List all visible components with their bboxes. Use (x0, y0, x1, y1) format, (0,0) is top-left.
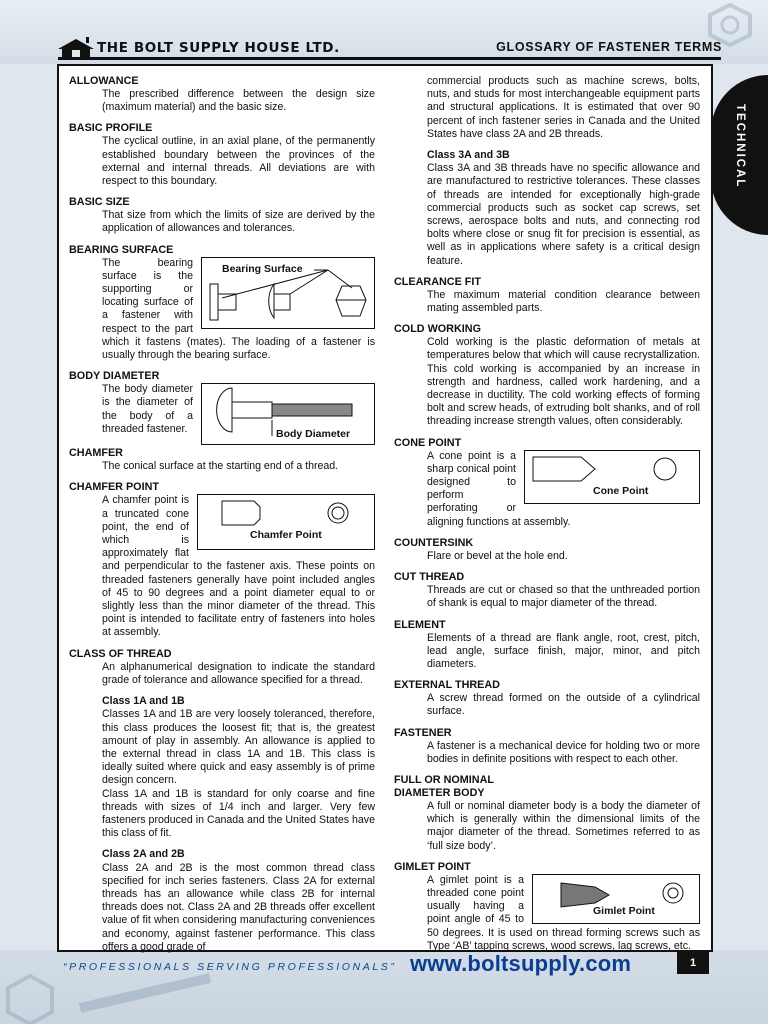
def-bearing-surface: The bearing surface is the supporting or locating surface of a fastener with respect to the part which it fastens (mates). The loading of a fastener is usually through the bearing surface. (102, 256, 375, 362)
header-rule (58, 57, 721, 60)
def-basic-size: That size from which the limits of size are derived by the application of allowances and tolerances. (102, 209, 375, 235)
decorative-nut-icon (0, 968, 220, 1024)
term-element: ELEMENT (394, 618, 446, 631)
def-chamfer: The conical surface at the starting end of a thread. (102, 460, 339, 473)
def-class-2-continued: commercial products such as machine screws, bolts, nuts, and studs for most interchangeable equipment parts and structural applications. It is estimated that over 90 percent of inch fastener series in Canada and the United States have class 2A and 2B threads. (427, 75, 700, 140)
def-class-1-p1: Classes 1A and 1B are very loosely toleranced, therefore, this class produces the loosest fit; that is, the greatest amount of play in assembly. An allowance is applied to the external thread in class 1A and 1B. This class is ideally suited where quick and easy assembly is of prime design concern. (102, 708, 375, 787)
page-number: 1 (677, 952, 709, 974)
def-body-diameter: The body diameter is the diameter of the body of a threaded fastener. (102, 383, 193, 435)
footer-tagline: “PROFESSIONALS SERVING PROFESSIONALS” (63, 961, 397, 973)
right-column (394, 75, 700, 961)
body-diameter-figure (201, 383, 375, 445)
gimlet-point-label: Gimlet Point (593, 904, 655, 917)
subterm-class-3: Class 3A and 3B (427, 149, 510, 162)
house-logo-icon (58, 37, 94, 57)
def-bearing-surface-wrap (102, 257, 375, 363)
term-basic-size: BASIC SIZE (69, 196, 130, 209)
def-cold-working: Cold working is the plastic deformation of metals at temperatures below that which will cause recrystallization. This cold working is accompanied by an increase in strength and hardness, called work hardening, and a decrease in ductility. The cold working effects of forming bolt and screw heads, of extruding bolt shanks, and of roll threading increase strength values, often considerably. (427, 336, 700, 428)
def-class-3: Class 3A and 3B threads have no specific allowance and are manufactured to restrictive tolerances. These classes of threads are intended for exceptionally high-grade commercial products such as socket cap screws, set screws, aerospace bolts and nuts, and connecting rod bolts where close or snug fit for precision is essential, as well as in applications where safety is a critical design feature. (427, 162, 700, 267)
def-body-diameter-wrap (102, 383, 375, 441)
term-gimlet-point: GIMLET POINT (394, 860, 471, 873)
term-clearance-fit: CLEARANCE FIT (394, 275, 481, 288)
left-column (69, 75, 375, 962)
term-class-of-thread: CLASS OF THREAD (69, 647, 172, 660)
website-link[interactable]: www.boltsupply.com (410, 951, 632, 976)
term-cut-thread: CUT THREAD (394, 571, 465, 584)
term-chamfer-point: CHAMFER POINT (69, 481, 159, 494)
term-cold-working: COLD WORKING (394, 323, 481, 336)
cone-point-label: Cone Point (593, 484, 649, 497)
def-class-2: Class 2A and 2B is the most common thread class specified for inch series fasteners. Class 2A for external threads has an allowance while class 2B for internal threads does not. Class 2A and 2B threads offer excellent value of fit when considering manufacturing conveniences and economy, against fastener performance. This class offers a good grade of (102, 861, 375, 953)
def-class-1-p2: Class 1A and 1B is standard for only coarse and fine threads with sizes of 1/4 inch and larger. Very few fasteners produced in Canada and the United States have this class of fit. (102, 787, 375, 840)
subterm-class-2: Class 2A and 2B (102, 848, 185, 861)
def-countersink: Flare or bevel at the hole end. (427, 549, 568, 562)
term-full-diameter-line2: DIAMETER BODY (394, 786, 485, 799)
bearing-surface-icon (202, 258, 374, 328)
def-gimlet-point-wrap (427, 874, 700, 953)
def-cut-thread: Threads are cut or chased so that the unthreaded portion of shank is equal to major diameter of the thread. (427, 584, 700, 610)
term-basic-profile: BASIC PROFILE (69, 122, 153, 135)
def-cone-point-wrap (427, 450, 700, 529)
body-diameter-label: Body Diameter (276, 428, 351, 441)
def-cone-point: A cone point is a sharp conical point designed to perform perforating or aligning functions at assembly. (427, 449, 571, 528)
def-gimlet-point: A gimlet point is a threaded cone point usually having a point angle of 45 to 50 degrees. It is used on thread forming screws such as Type ‘AB’ tapping screws, wood screws, lag screws, etc. (427, 873, 700, 952)
term-fastener: FASTENER (394, 726, 452, 739)
term-body-diameter: BODY DIAMETER (69, 370, 160, 383)
def-basic-profile: The cyclical outline, in an axial plane, of the permanently established boundary between the provinces of the external and internal threads. All deviations are with respect to this boundary. (102, 135, 375, 188)
term-allowance: ALLOWANCE (69, 75, 139, 87)
term-bearing-surface: BEARING SURFACE (69, 243, 174, 256)
def-full-diameter: A full or nominal diameter body is a body the diameter of which is generally within the dimensional limits of the major diameter of the thread. Sometimes referred to as ‘full size body’. (427, 799, 700, 852)
term-cone-point: CONE POINT (394, 436, 462, 449)
def-clearance-fit: The maximum material condition clearance between mating assembled parts. (427, 288, 700, 315)
def-allowance: The prescribed difference between the design size (maximum material) and the basic size. (102, 88, 375, 114)
def-class-of-thread: An alphanumerical designation to indicate the standard grade of tolerance and allowance specified for a thread. (102, 660, 375, 686)
page-title: GLOSSARY OF FASTENER TERMS (496, 40, 722, 54)
def-chamfer-point-wrap (102, 494, 375, 639)
subterm-class-1: Class 1A and 1B (102, 695, 185, 708)
brand-name: THE BOLT SUPPLY HOUSE LTD. (97, 40, 340, 56)
chamfer-point-figure (197, 494, 375, 550)
term-countersink: COUNTERSINK (394, 536, 474, 549)
def-external-thread: A screw thread formed on the outside of a cylindrical surface. (427, 692, 700, 718)
chamfer-point-label: Chamfer Point (250, 529, 322, 542)
term-external-thread: EXTERNAL THREAD (394, 679, 500, 692)
gimlet-point-figure (532, 874, 700, 924)
def-fastener: A fastener is a mechanical device for holding two or more bodies in definite positions with respect to each other. (427, 739, 700, 765)
def-chamfer-point: A chamfer point is a truncated cone point, the end of which is approximately flat and perpendicular to the fastener axis. These points on threaded fasteners generally have point included angles of 45 to 90 degrees and a point diameter equal to or slightly less than the minor diameter of the thread. This point is intended to facilitate entry of fasteners into holes at assembly. (102, 494, 375, 639)
bearing-surface-label: Bearing Surface (222, 262, 303, 275)
term-chamfer: CHAMFER (69, 447, 123, 460)
term-full-diameter-line1: FULL OR NOMINAL (394, 773, 494, 786)
bearing-surface-figure (201, 257, 375, 329)
technical-tab-label: TECHNICAL (734, 104, 746, 189)
cone-point-figure (524, 450, 700, 504)
def-element: Elements of a thread are flank angle, root, crest, pitch, lead angle, surface finish, major, minor, and pitch diameters. (427, 631, 700, 670)
